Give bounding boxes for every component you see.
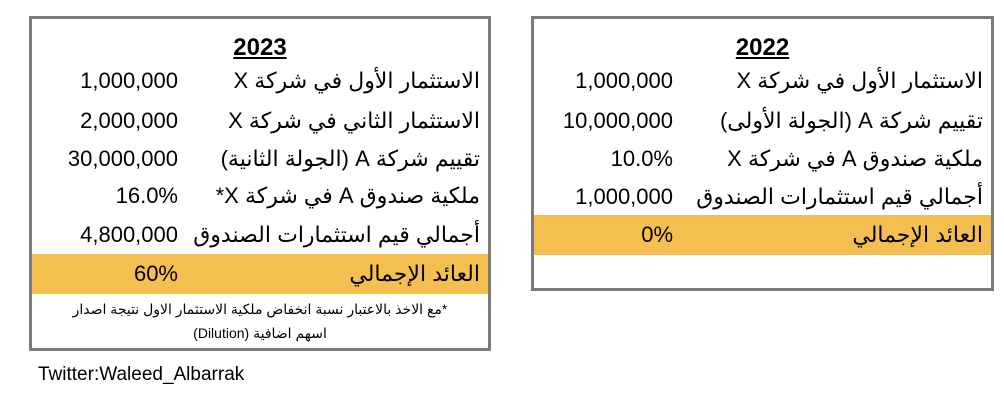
table-row [32,101,488,141]
table-row [534,101,991,141]
row-label: الاستثمار الأول في شركة X [233,68,480,93]
row-value: 16.0% [115,183,178,208]
row-label: تقييم شركة A (الجولة الأولى) [719,108,983,133]
row-value: 60% [133,261,178,286]
year-heading-2023: 2023 [233,34,287,61]
row-value: 2,000,000 [80,108,178,133]
row-label: العائد الإجمالي [852,222,983,247]
row-label: العائد الإجمالي [349,261,480,286]
row-label: ملكية صندوق A في شركة X* [215,183,480,208]
footnote-line: *مع الاخذ بالاعتبار نسبة انخفاض ملكية الاستثمار الاول نتيجة اصدار [72,301,448,317]
table-row [32,139,488,179]
total-return-row [32,254,488,294]
row-value: 10.0% [610,146,673,171]
footnote-line: اسهم اضافية (Dilution) [193,325,327,341]
row-value: 30,000,000 [67,146,178,171]
year-heading-2022: 2022 [735,34,790,61]
row-value: 0% [641,222,673,247]
row-label: الاستثمار الثاني في شركة X [228,108,480,133]
row-value: 10,000,000 [562,108,673,133]
row-value: 1,000,000 [80,68,178,93]
footnote [42,297,478,345]
row-label: ملكية صندوق A في شركة X [727,146,983,171]
total-return-row [534,215,991,255]
row-label: الاستثمار الأول في شركة X [736,68,983,93]
row-label: أجمالي قيم استثمارات الصندوق [696,184,983,209]
row-label: تقييم شركة A (الجولة الثانية) [220,146,480,171]
table-row [32,61,488,101]
row-value: 4,800,000 [80,222,178,247]
row-value: 1,000,000 [575,68,673,93]
table-2023 [29,16,491,351]
table-2022 [531,16,994,291]
twitter-credit: Twitter:Waleed_Albarrak [38,364,245,385]
row-value: 1,000,000 [575,184,673,209]
table-row [534,61,991,101]
row-label: أجمالي قيم استثمارات الصندوق [193,222,480,247]
table-row [534,139,991,179]
table-row [32,215,488,255]
table-row [32,176,488,216]
table-row [534,177,991,217]
